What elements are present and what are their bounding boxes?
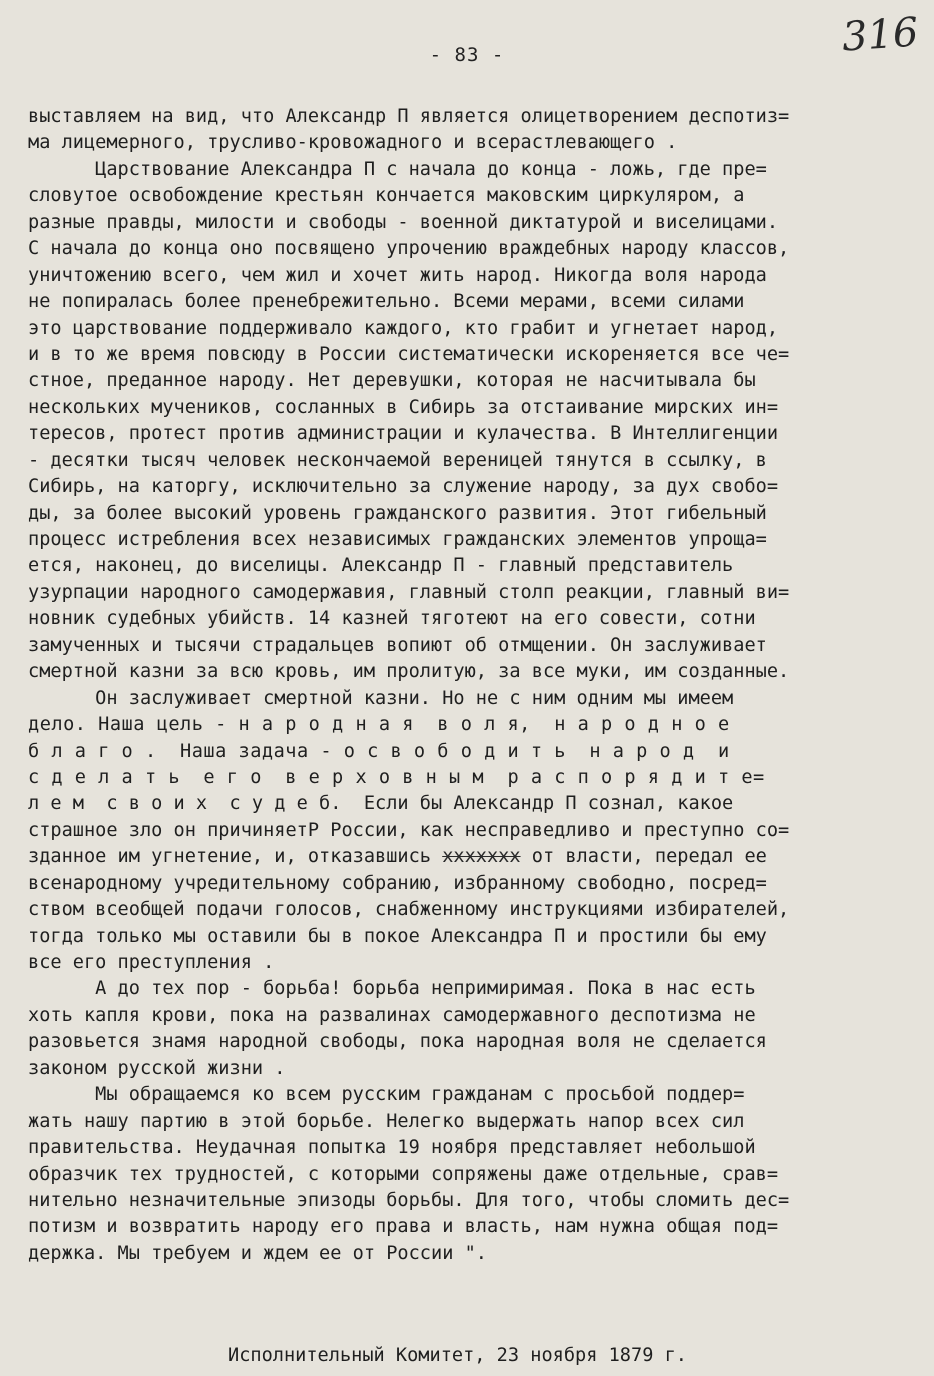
text-line: А до тех пор - борьба! борьба непримиримая. Пока в нас есть [28,978,756,1000]
text-line: ется, наконец, до виселицы. Александр П - главный представитель [28,555,734,577]
text-line: выставляем на вид, что Александр П является олицетворением деспотиз= [28,106,790,127]
text-line: хоть капля крови, пока на развалинах самодержавного деспотизма не [28,1004,756,1026]
text-line: Мы обращаемся ко всем русским гражданам с просьбой поддер= [28,1084,745,1106]
text-line: нескольких мучеников, сосланных в Сибирь за отстаивание мирских ин= [28,396,779,418]
text-line: и в то же время повсюду в России систематически искореняется все че= [28,343,790,365]
struck-out-word: xxxxxxx [442,846,521,868]
text-line: законом русской жизни . [28,1057,286,1079]
text-line: Он заслуживает смертной казни. Но не с ним одним мы имеем [28,687,734,709]
body-text [28,104,928,1267]
text-line: л е м с в о и х с у д е б. Если бы Александр П сознал, какое [28,793,734,815]
text-line: не попиралась более пренебрежительно. Всеми мерами, всеми силами [28,291,745,313]
text-line [28,844,928,870]
text-line: процесс истребления всех независимых гражданских элементов упроща= [28,529,767,550]
text-line: это царствование поддерживало каждого, кто грабит и угнетает народ, [28,317,779,339]
text-line: разовьется знамя народной свободы, пока народная воля не сделается [28,1031,767,1053]
text-line: Сибирь, на каторгу, исключительно за служение народу, за дух свобо= [28,476,779,498]
text-line: б л а г о . Наша задача - о с в о б о д и т ь н а р о д и [28,740,730,762]
text-line: С начала до конца оно посвящено упрочению враждебных народу классов, [28,238,790,260]
text-line: ма лицемерного, трусливо-кровожадного и всерастлевающего . [28,132,678,154]
signature-line: Исполнительный Комитет, 23 ноября 1879 г. [228,1345,687,1366]
text-line: нительно незначительные эпизоды борьбы. Для того, чтобы сломить дес= [28,1189,790,1211]
text-line: всенародному учредительному собранию, избранному свободно, посред= [28,872,767,894]
archive-number: 316 [840,9,920,61]
text-line: образчик тех трудностей, с которыми сопряжены даже отдельные, срав= [28,1163,779,1185]
text-line: Царствование Александра П с начала до конца - ложь, где пре= [28,158,767,180]
text-line: жать нашу партию в этой борьбе. Нелегко выдержать напор всех сил [28,1110,745,1132]
text-line: словутое освобождение крестьян кончается маковским циркуляром, а [28,185,745,207]
text-line: страшное зло он причиняетР России, как несправедливо и преступно со= [28,819,790,841]
page-number: - 83 - [429,44,505,66]
text-line: дело. Наша цель - н а р о д н а я в о л я, н а р о д н о е [28,714,730,736]
text-line: разные правды, милости и свободы - военной диктатурой и виселицами. [28,211,779,233]
text-line: все его преступления . [28,952,275,973]
text-line: стное, преданное народу. Нет деревушки, которая не насчитывала бы [28,370,756,392]
text-line: с д е л а т ь е г о в е р х о в н ы м р а с п о р я д и т е= [28,766,765,788]
text-line: правительства. Неудачная попытка 19 ноября представляет небольшой [28,1137,756,1159]
text-line: новник судебных убийств. 14 казней тяготеют на его совести, сотни [28,608,756,630]
text-line-start: зданное им угнетение, и, отказавшись [28,846,431,868]
text-line: уничтожению всего, чем жил и хочет жить народ. Никогда воля народа [28,264,767,286]
text-line: держка. Мы требуем и ждем ее от России ". [28,1242,487,1264]
text-line: замученных и тысячи страдальцев вопиют об отмщении. Он заслуживает [28,634,767,656]
text-line: тересов, протест против администрации и кулачества. В Интеллигенции [28,423,779,445]
text-line: ды, за более высокий уровень гражданского развития. Этот гибельный [28,502,767,524]
text-line-end: от власти, передал ее [531,846,767,868]
text-line: тогда только мы оставили бы в покое Александра П и простили бы ему [28,925,767,947]
text-line: - десятки тысяч человек нескончаемой вереницей тянутся в ссылку, в [28,449,767,471]
text-line: смертной казни за всю кровь, им пролитую, за все муки, им созданные. [28,661,790,683]
text-line: ством всеобщей подачи голосов, снабженному инструкциями избирателей, [28,899,790,921]
text-line: потизм и возвратить народу его права и власть, нам нужна общая под= [28,1216,779,1238]
text-line: узурпации народного самодержавия, главный столп реакции, главный ви= [28,581,790,603]
